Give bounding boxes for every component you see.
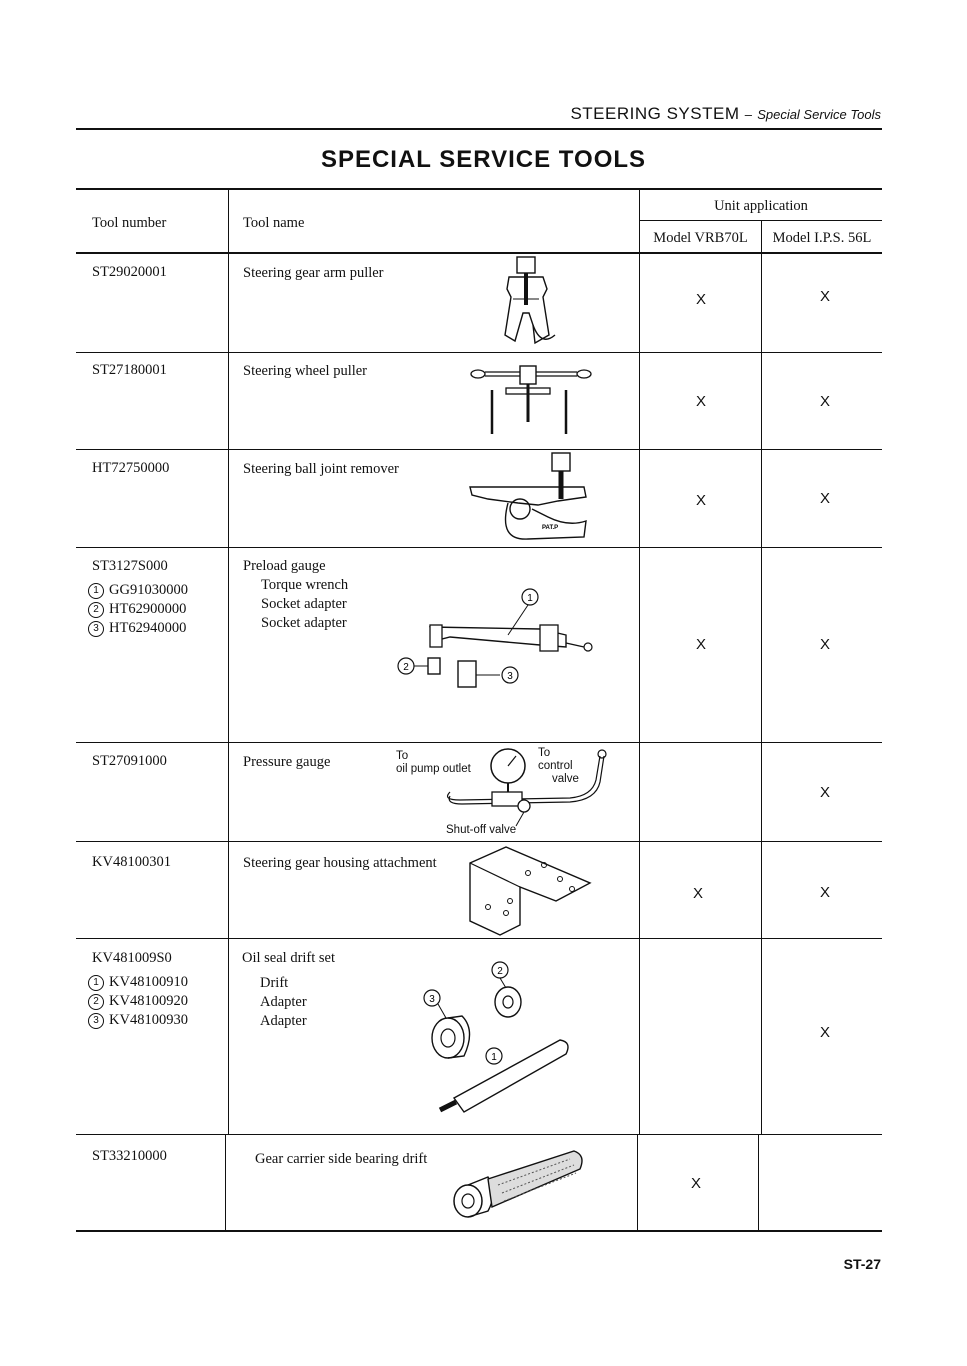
model1-mark: X — [695, 291, 706, 308]
tool-name: Steering gear arm puller — [243, 265, 384, 281]
oil-seal-drift-illustration — [420, 958, 580, 1128]
label-line: oil pump outlet — [396, 763, 471, 775]
model2-mark: X — [819, 1024, 830, 1041]
sub-number-text: KV48100920 — [109, 993, 188, 1009]
model2-mark: X — [819, 490, 830, 507]
tool-name: Preload gauge — [243, 558, 326, 574]
sub-tool-name: Socket adapter — [261, 615, 347, 631]
housing-attachment-illustration — [466, 845, 596, 937]
col-divider-name — [228, 188, 229, 1134]
pressure-gauge-illustration — [420, 744, 610, 834]
label-line: To — [538, 747, 551, 759]
sub-tool-name: Socket adapter — [261, 596, 347, 612]
patent-stamp: PAT.P — [542, 525, 559, 531]
index-badge: 1 — [88, 583, 104, 599]
sub-tool-name: Adapter — [260, 1013, 307, 1029]
index-badge: 1 — [88, 975, 104, 991]
index-badge: 3 — [88, 621, 104, 637]
table-top-rule — [76, 188, 882, 190]
tool-number: HT72750000 — [92, 460, 170, 476]
arm-puller-illustration — [495, 255, 565, 350]
sub-tool-number — [88, 600, 186, 619]
callout-1: 1 — [527, 593, 533, 604]
sub-tool-number — [88, 581, 188, 600]
tool-name: Oil seal drift set — [242, 950, 336, 966]
col-divider-model2 — [761, 220, 762, 1134]
tool-number: ST29020001 — [92, 264, 167, 280]
col-header-tool-number: Tool number — [92, 215, 167, 231]
tool-name: Steering gear housing attachment — [243, 855, 437, 871]
sub-number-text: KV48100930 — [109, 1012, 188, 1028]
index-badge: 3 — [88, 1013, 104, 1029]
header-section: STEERING SYSTEM — [570, 104, 740, 123]
model2-mark: X — [819, 884, 830, 901]
header-rule — [76, 128, 882, 130]
sub-tool-number — [88, 1011, 188, 1030]
sub-tool-name: Torque wrench — [261, 577, 349, 593]
sub-tool-number — [88, 973, 188, 992]
model1-mark: X — [695, 636, 706, 653]
sub-number-text: HT62900000 — [109, 601, 187, 617]
tool-number: KV48100301 — [92, 854, 171, 870]
callout-3: 3 — [429, 994, 435, 1005]
tool-name: Gear carrier side bearing drift — [255, 1151, 428, 1167]
sub-tool-number — [88, 992, 188, 1011]
tool-number: ST33210000 — [92, 1148, 167, 1164]
tool-name: Steering wheel puller — [243, 363, 368, 379]
model1-mark: X — [695, 393, 706, 410]
model2-mark: X — [819, 784, 830, 801]
sub-tool-number — [88, 619, 186, 638]
col-header-tool-name: Tool name — [243, 215, 305, 231]
index-badge: 2 — [88, 994, 104, 1010]
label-line: control — [538, 760, 573, 772]
label-line: To — [396, 750, 409, 762]
model1-mark: X — [692, 885, 703, 902]
header-subsection: Special Service Tools — [757, 107, 881, 122]
tool-name: Steering ball joint remover — [243, 461, 399, 477]
wheel-puller-illustration — [470, 362, 595, 440]
sub-number-text: HT62940000 — [109, 620, 187, 636]
col-divider-model1 — [639, 188, 640, 1134]
callout-2: 2 — [497, 966, 503, 977]
model2-mark: X — [819, 288, 830, 305]
model1-mark: X — [695, 492, 706, 509]
model1-mark: X — [690, 1175, 701, 1192]
bearing-drift-illustration — [448, 1145, 588, 1223]
col-divider-name — [225, 1134, 226, 1231]
sub-number-text: GG91030000 — [109, 582, 188, 598]
tool-name: Pressure gauge — [243, 754, 331, 770]
page-number: ST-27 — [843, 1256, 881, 1272]
callout-3: 3 — [507, 671, 513, 682]
table-bottom-rule — [76, 1230, 882, 1232]
tool-number: ST27180001 — [92, 362, 167, 378]
tool-number: ST3127S000 — [92, 558, 168, 574]
tool-number: KV481009S0 — [92, 950, 172, 966]
callout-1: 1 — [491, 1052, 497, 1063]
tool-number: ST27091000 — [92, 753, 167, 769]
col-header-unit-application: Unit application — [714, 198, 808, 214]
preload-gauge-illustration — [390, 585, 600, 700]
header-separator: – — [744, 107, 752, 122]
running-header — [570, 104, 881, 124]
sub-tool-name: Adapter — [260, 994, 307, 1010]
sub-number-text: KV48100910 — [109, 974, 188, 990]
ball-joint-remover-illustration — [468, 451, 593, 546]
model2-mark: X — [819, 636, 830, 653]
sub-tool-name: Drift — [260, 975, 289, 991]
label-shutoff-valve: Shut-off valve — [446, 824, 517, 836]
model2-mark: X — [819, 393, 830, 410]
col-divider-model2 — [758, 1134, 759, 1231]
col-divider-model1 — [637, 1134, 638, 1231]
index-badge: 2 — [88, 602, 104, 618]
row-divider — [76, 1134, 882, 1135]
label-line: valve — [552, 773, 579, 785]
col-header-model1: Model VRB70L — [653, 230, 748, 246]
col-header-model2: Model I.P.S. 56L — [772, 230, 872, 246]
page-title: SPECIAL SERVICE TOOLS — [320, 146, 647, 173]
callout-2: 2 — [403, 662, 409, 673]
